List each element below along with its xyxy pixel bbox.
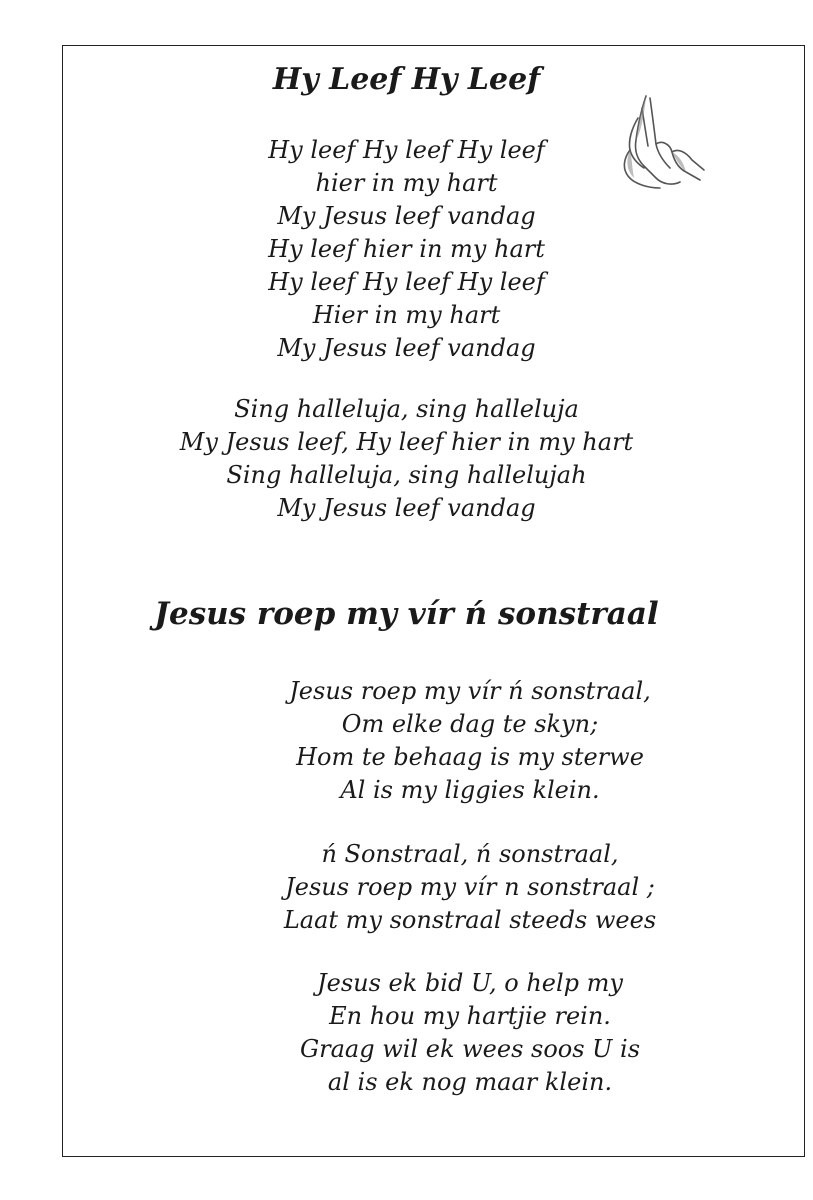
lyric-line: ń Sonstraal, ń sonstraal, — [321, 840, 619, 868]
lyric-line: Sing halleluja, sing halleluja — [234, 395, 579, 423]
lyric-line: Laat my sonstraal steeds wees — [283, 906, 657, 934]
song1-title: Hy Leef Hy Leef — [272, 62, 541, 97]
lyric-line: My Jesus leef vandag — [277, 202, 536, 230]
lyric-line: Hy leef Hy leef Hy leef — [268, 268, 545, 296]
lyric-line: En hou my hartjie rein. — [329, 1002, 611, 1030]
lyric-line: My Jesus leef vandag — [277, 494, 536, 522]
lyric-line: Hy leef Hy leef Hy leef — [268, 136, 545, 164]
lyric-line: hier in my hart — [315, 169, 498, 197]
lyric-line: Al is my liggies klein. — [340, 776, 600, 804]
lyric-line: Hier in my hart — [312, 301, 501, 329]
song2-title: Jesus roep my vír ń sonstraal — [154, 596, 659, 632]
lyric-line: Hy leef hier in my hart — [268, 235, 545, 263]
lyric-line: Om elke dag te skyn; — [341, 710, 599, 738]
song2-chorus — [200, 838, 740, 937]
lyric-line: Sing halleluja, sing hallelujah — [226, 461, 587, 489]
lyric-line: My Jesus leef vandag — [277, 334, 536, 362]
song2-verse2 — [200, 967, 740, 1099]
song1-chorus — [0, 393, 813, 525]
lyric-line: Jesus ek bid U, o help my — [317, 969, 623, 997]
lyric-line: Jesus roep my vír n sonstraal ; — [285, 873, 655, 901]
lyric-line: al is ek nog maar klein. — [327, 1068, 613, 1096]
song2-verse1 — [200, 675, 740, 807]
song1-verse — [0, 134, 813, 365]
lyric-line: Graag wil ek wees soos U is — [299, 1035, 641, 1063]
lyric-line: Hom te behaag is my sterwe — [296, 743, 644, 771]
lyric-line: Jesus roep my vír ń sonstraal, — [289, 677, 651, 705]
lyric-line: My Jesus leef, Hy leef hier in my hart — [179, 428, 634, 456]
